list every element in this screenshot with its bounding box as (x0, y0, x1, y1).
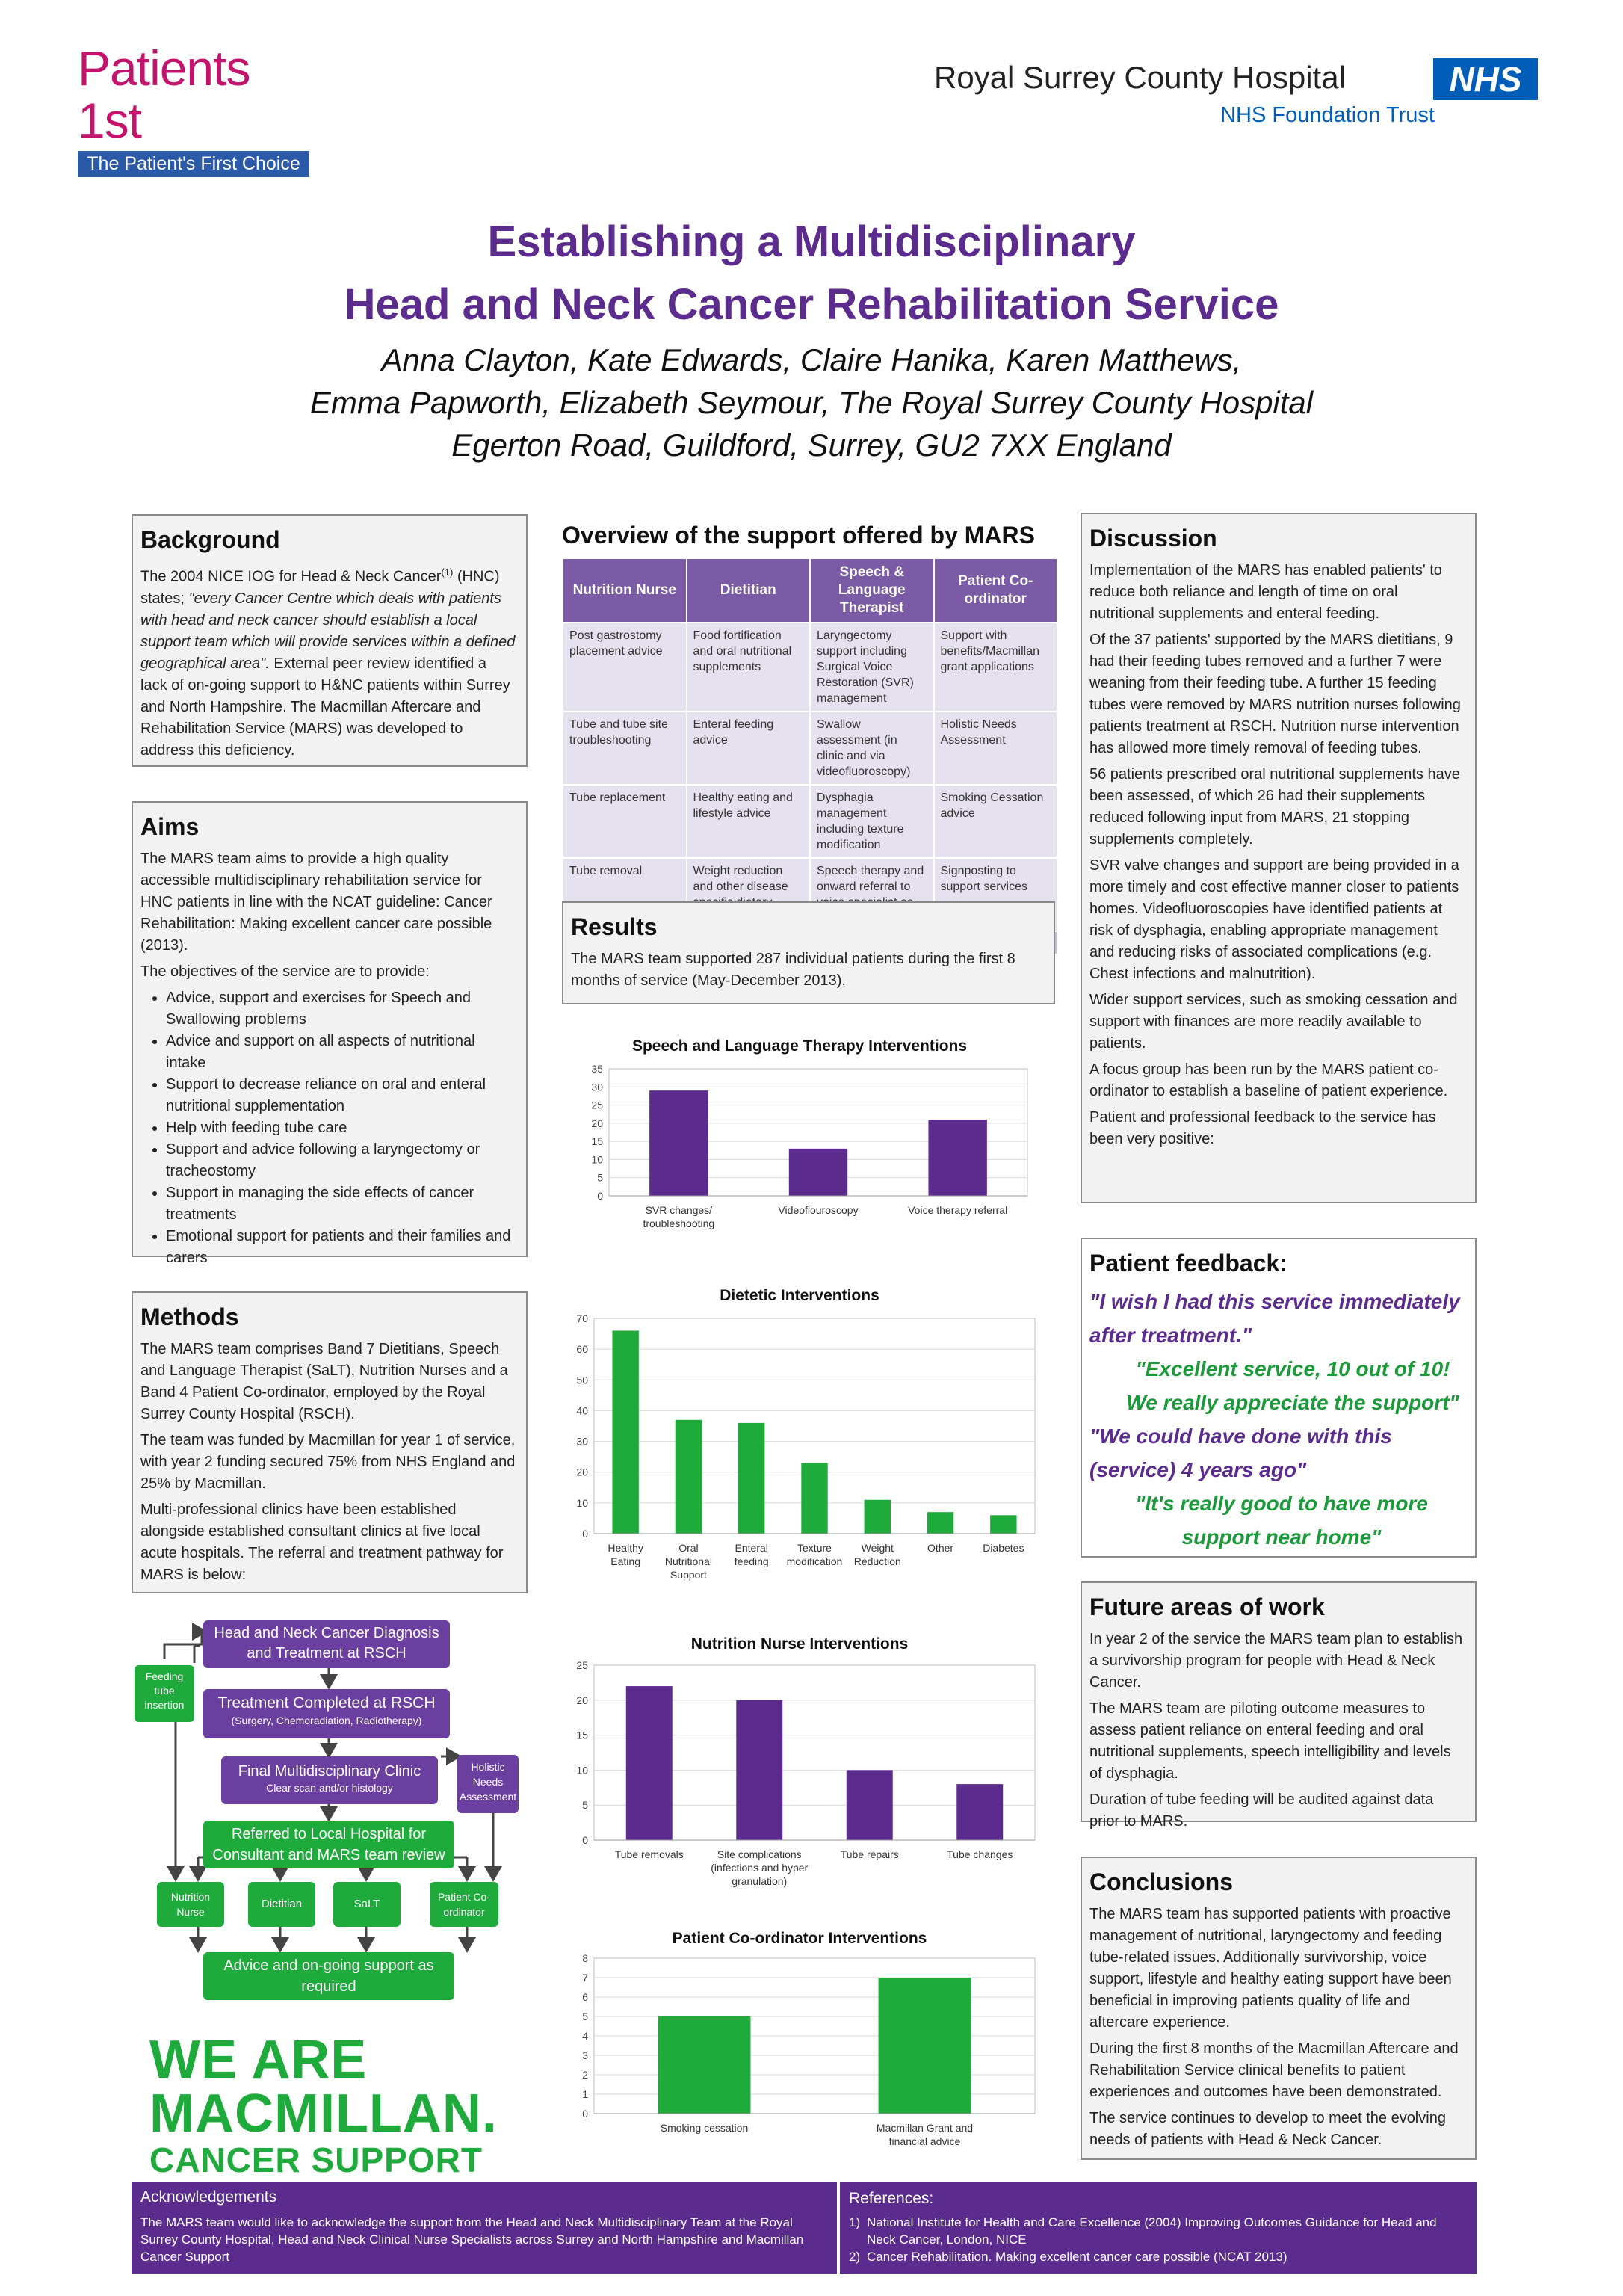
authors-line2: Emma Papworth, Elizabeth Seymour, The Royal Surrey County Hospital (309, 385, 1314, 420)
poster-title-line2: Head and Neck Cancer Rehabilitation Service (344, 280, 1279, 329)
chart-bar (928, 1120, 986, 1196)
aims-objective: • Help with feeding tube care (166, 1117, 517, 1139)
methods-section (132, 1292, 528, 1593)
chart-category-label: Site complications (infections and hyper granulation) (711, 1848, 809, 1887)
chart-bar (612, 1330, 638, 1534)
chart-tick-label: 70 (576, 1312, 588, 1324)
chart-bar (879, 1978, 971, 2114)
discussion-paragraph: Implementation of the MARS has enabled patients' to reduce both reliance and length of time on oral nutritional supplements and enteral feeding. (1089, 562, 1442, 622)
poster-title-line1: Establishing a Multidisciplinary (487, 217, 1136, 266)
chart-tick-label: 7 (582, 1972, 588, 1984)
chart-category-label: Enteral feeding (734, 1542, 769, 1567)
patients-first-tagline: The Patient's First Choice (78, 151, 309, 177)
chart-tick-label: 10 (591, 1153, 603, 1166)
flow-dietitian: Dietitian (248, 1882, 315, 1927)
methods-heading: Methods (140, 1303, 239, 1330)
table-cell: Tube and tube site troubleshooting (563, 712, 687, 785)
table-cell: Speech therapy and onward referral to (810, 858, 934, 931)
table-cell: Swallow assessment (in clinic and via videofluoroscopy) (810, 712, 934, 785)
chart-category-label: Videoflouroscopy (778, 1204, 859, 1216)
flow-advice: Advice and on-going support as required (203, 1952, 454, 2000)
background-text-a: The 2004 NICE IOG for Head & Neck Cancer (140, 568, 442, 585)
chart-tick-label: 15 (576, 1729, 588, 1741)
chart-category-label: Macmillan Grant and financial advice (876, 2122, 974, 2147)
acknowledgements-section (132, 2182, 837, 2274)
chart-tick-label: 8 (582, 1952, 588, 1964)
background-section (132, 514, 528, 767)
table-cell: Post gastrostomy placement advice (563, 623, 687, 712)
flow-treatment-completed (203, 1689, 450, 1738)
aims-objective: • Support in managing the side effects of cancer treatments (166, 1182, 517, 1226)
aims-objectives-list (140, 987, 517, 1269)
table-cell: Tube removal (563, 858, 687, 931)
table-cell: Laryngectomy support including Surgical Voice Restoration (SVR) management (810, 623, 934, 712)
table-cell: Weight reduction and other disease (687, 858, 811, 931)
overview-col-header: Dietitian (687, 558, 811, 623)
chart-bar (927, 1512, 953, 1534)
flow-nutrition-nurse: Nutrition Nurse (157, 1882, 224, 1927)
chart-tick-label: 15 (591, 1135, 603, 1148)
discussion-paragraph: SVR valve changes and support are being provided in a more timely and cost effective manner closer to patients homes. Videofluoroscopies have identified patients at risk of dysphagia, enabling appropriate management and reducing risks of associated complications (e.g. Chest infections and malnutrition). (1089, 857, 1459, 982)
discussion-paragraph: 56 patients prescribed oral nutritional supplements have been assessed, of which 26 had their supplements reduced following input from MARS, 21 stopping supplements completely. (1089, 766, 1460, 848)
chart-tick-label: 5 (582, 1799, 588, 1812)
table-cell: Holistic Needs Assessment (934, 712, 1058, 785)
chart-tick-label: 0 (582, 1834, 588, 1846)
discussion-paragraph: Of the 37 patients' supported by the MARS dietitians, 9 had their feeding tubes removed and a further 7 were weaning from their feeding tube. A further 15 feeding tubes were removed by MARS nutrition nurses following patients treatment at RSCH. Nutrition nurse intervention has allowed more timely removal of feeding tubes. (1089, 632, 1461, 756)
background-heading: Background (140, 526, 280, 553)
patients-first-wordmark: Patients 1st (78, 40, 250, 148)
hospital-logo (934, 58, 1554, 141)
hospital-name: Royal Surrey County Hospital (934, 60, 1346, 95)
future-section (1081, 1581, 1477, 1830)
aims-heading: Aims (140, 813, 200, 840)
chart-category-label: Diabetes (983, 1542, 1024, 1554)
results-text: The MARS team supported 287 individual patients during the first 8 months of service (May-December 2013). (571, 951, 1015, 989)
flow-diagnosis: Head and Neck Cancer Diagnosis and Treatment at RSCH (203, 1620, 450, 1668)
background-ref: (1) (441, 567, 454, 578)
references-heading: References: (849, 2190, 934, 2207)
overview-table (562, 558, 1058, 955)
aims-objective: • Advice and support on all aspects of nutritional intake (166, 1031, 517, 1074)
conclusions-section (1081, 1857, 1477, 2160)
acknowledgements-text: The MARS team would like to acknowledge the support from the Head and Neck Multidisciplinary Team at the Royal Surrey County Hospital, Head and Neck Clinical Nurse Specialists across Surrey and North Hampshire and Macmillan Cancer Support (140, 2215, 804, 2264)
chart-tick-label: 0 (582, 2108, 588, 2120)
discussion-section (1081, 513, 1477, 1203)
chart-category-label: Texture modification (786, 1542, 843, 1567)
flow-salt: SaLT (333, 1882, 401, 1927)
conclusions-heading: Conclusions (1089, 1868, 1234, 1895)
background-text (140, 561, 517, 762)
trust-name: NHS Foundation Trust (1220, 103, 1435, 127)
chart-tick-label: 60 (576, 1343, 588, 1356)
aims-intro: The MARS team aims to provide a high quality accessible multidisciplinary rehabilitation service for HNC patients in line with the NCAT guideline: Cancer Rehabilitation: Making excellent cancer care possible (2013). (140, 851, 492, 954)
chart-tick-label: 1 (582, 2088, 588, 2100)
chart-category-label: Voice therapy referral (908, 1204, 1008, 1216)
feedback-section (1081, 1238, 1477, 1558)
future-paragraph: The MARS team are piloting outcome measures to assess patient reliance on enteral feeding and oral nutritional supplements, speech intelligibility and levels of dysphagia. (1089, 1700, 1451, 1782)
reference-number: 1) (849, 2215, 861, 2229)
macmillan-line2: MACMILLAN. (149, 2084, 498, 2144)
background-text-c: External peer review identified a lack of on-going support to H&NC patients within Surrey and North Hampshire. The Macmillan Aftercare and Rehabilitation Service (MARS) was developed to address this deficiency. (140, 655, 510, 759)
table-row (563, 785, 1057, 858)
aims-objective: • Advice, support and exercises for Speech and Swallowing problems (166, 987, 517, 1031)
chart-category-label: Oral Nutritional Support (664, 1542, 712, 1581)
chart-tick-label: 4 (582, 2030, 588, 2042)
chart-tick-label: 30 (591, 1081, 603, 1093)
reference-item (849, 2214, 1468, 2248)
chart-tick-label: 50 (576, 1374, 588, 1386)
chart-tick-label: 10 (576, 1764, 588, 1777)
chart-bar (847, 1770, 893, 1840)
background-text-b: (HNC) states; (140, 568, 500, 607)
overview-col-header: Patient Co-ordinator (934, 558, 1058, 623)
future-heading: Future areas of work (1089, 1593, 1325, 1620)
macmillan-line1: WE ARE (149, 2030, 368, 2090)
chart-bar (801, 1463, 827, 1534)
chart-category-label: Smoking cessation (660, 2122, 749, 2134)
table-cell: Healthy eating and lifestyle advice (687, 785, 811, 858)
chart-tick-label: 25 (591, 1099, 603, 1111)
chart-category-label: Tube removals (614, 1848, 684, 1860)
feedback-heading: Patient feedback: (1089, 1250, 1287, 1277)
macmillan-logo (149, 2030, 523, 2182)
flow-treatment-label: Treatment Completed at RSCH (217, 1694, 436, 1712)
chart-bar (865, 1500, 891, 1534)
references-section (840, 2182, 1477, 2274)
chart-tick-label: 20 (576, 1466, 588, 1478)
chart-category-label: Weight Reduction (853, 1542, 901, 1567)
chart-bar (736, 1700, 782, 1840)
table-row (563, 623, 1057, 712)
results-section (562, 901, 1055, 1004)
chart-category-label: Tube repairs (840, 1848, 899, 1860)
chart-tick-label: 20 (576, 1694, 588, 1706)
feedback-quote-3: "We could have done with this (service) 4 years ago" (1089, 1425, 1392, 1481)
table-cell: Dysphagia management including texture modification (810, 785, 934, 858)
chart-tick-label: 5 (582, 2010, 588, 2022)
aims-objective: • Emotional support for patients and their families and carers (166, 1226, 517, 1269)
chart-tick-label: 2 (582, 2069, 588, 2081)
conclusions-paragraph: The MARS team has supported patients with proactive management of nutritional, laryngectomy and feeding tube-related issues. Additionally survivorship, voice support, lifestyle and healthy eating support have been beneficial in improving patients quality of life and aftercare experience. (1089, 1906, 1452, 2031)
overview-heading: Overview of the support offered by MARS (562, 522, 1035, 549)
conclusions-paragraph: The service continues to develop to meet the evolving needs of patients with Head & Neck Cancer. (1089, 2110, 1446, 2148)
chart-dietetic (557, 1280, 1042, 1593)
table-cell: Smoking Cessation advice (934, 785, 1058, 858)
chart-bar (789, 1149, 847, 1196)
table-cell: Support with benefits/Macmillan grant applications (934, 623, 1058, 712)
discussion-heading: Discussion (1089, 525, 1217, 552)
table-cell: Enteral feeding advice (687, 712, 811, 785)
chart-speech-language (557, 1030, 1042, 1254)
patients-first-logo (78, 40, 317, 174)
results-heading: Results (571, 913, 658, 940)
chart-svg (557, 1922, 1042, 2147)
flow-final-clinic (221, 1756, 438, 1804)
conclusions-paragraph: During the first 8 months of the Macmillan Aftercare and Rehabilitation Service clinical benefits to patient experiences and outcomes have been demonstrated. (1089, 2040, 1459, 2100)
feedback-quote-4: "It's really good to have more support near home" (1135, 1492, 1428, 1549)
future-paragraph: Duration of tube feeding will be audited against data prior to MARS. (1089, 1792, 1434, 1830)
chart-category-label: Other (927, 1542, 954, 1554)
chart-title: Patient Co-ordinator Interventions (672, 1930, 927, 1947)
flow-holistic-needs: Holistic Needs Assessment (457, 1755, 519, 1813)
table-cell: Food fortification and oral nutritional supplements (687, 623, 811, 712)
aims-objective: • Support and advice following a laryngectomy or tracheostomy (166, 1139, 517, 1182)
authors-line3: Egerton Road, Guildford, Surrey, GU2 7XX England (451, 428, 1172, 463)
table-cell: Tube replacement (563, 785, 687, 858)
chart-tick-label: 10 (576, 1496, 588, 1509)
methods-p1: The MARS team comprises Band 7 Dietitians, Speech and Language Therapist (SaLT), Nutrition Nurses and a Band 4 Patient Co-ordinator, employed by the Royal Surrey County Hospital (RSCH). (140, 1341, 508, 1422)
reference-text: Cancer Rehabilitation. Making excellent cancer care possible (NCAT 2013) (867, 2250, 1287, 2264)
chart-tick-label: 20 (591, 1117, 603, 1129)
aims-objectives-intro: The objectives of the service are to provide: (140, 963, 430, 980)
aims-section (132, 801, 528, 1266)
chart-tick-label: 35 (591, 1063, 603, 1075)
chart-tick-label: 30 (576, 1435, 588, 1448)
chart-bar (649, 1090, 708, 1196)
overview-col-header: Nutrition Nurse (563, 558, 687, 623)
chart-nutrition-nurse (557, 1628, 1042, 1897)
chart-bar (990, 1515, 1016, 1534)
overview-col-header: Speech & Language Therapist (810, 558, 934, 623)
chart-title: Speech and Language Therapy Interventions (631, 1037, 968, 1055)
chart-bar (956, 1784, 1003, 1840)
chart-bar (676, 1420, 702, 1534)
flow-final-clinic-sub: Clear scan and/or histology (266, 1782, 393, 1794)
discussion-paragraph: Patient and professional feedback to the service has been very positive: (1089, 1109, 1436, 1147)
methods-p2: The team was funded by Macmillan for year 1 of service, with year 2 funding secured 75% from NHS England and 25% by Macmillan. (140, 1432, 516, 1492)
chart-tick-label: 6 (582, 1991, 588, 2003)
aims-objective: • Support to decrease reliance on oral and enteral nutritional supplementation (166, 1074, 517, 1117)
flow-patient-coordinator: Patient Co-ordinator (430, 1882, 498, 1927)
chart-patient-coordinator (557, 1922, 1042, 2147)
chart-tick-label: 40 (576, 1404, 588, 1417)
feedback-quote-1: "I wish I had this service immediately after treatment." (1089, 1290, 1460, 1347)
flow-final-clinic-label: Final Multidisciplinary Clinic (238, 1763, 421, 1780)
methods-p3: Multi-professional clinics have been established alongside established consultant clinics at five local acute hospitals. The referral and treatment pathway for MARS is below: (140, 1502, 504, 1583)
chart-category-label: SVR changes/ troubleshooting (643, 1204, 715, 1229)
chart-bar (626, 1686, 673, 1840)
flow-referred-local: Referred to Local Hospital for Consultant and MARS team review (203, 1821, 454, 1868)
macmillan-line3: CANCER SUPPORT (149, 2141, 483, 2179)
feedback-quote-2: "Excellent service, 10 out of 10! We really appreciate the support" (1126, 1357, 1459, 1414)
chart-category-label: Tube changes (947, 1848, 1013, 1860)
chart-tick-label: 0 (597, 1190, 603, 1202)
chart-title: Dietetic Interventions (720, 1287, 879, 1304)
table-cell: Signposting to support services (934, 858, 1058, 931)
authors-line1: Anna Clayton, Kate Edwards, Claire Hanika, Karen Matthews, (381, 342, 1242, 377)
acknowledgements-heading: Acknowledgements (140, 2188, 277, 2206)
table-row (563, 712, 1057, 785)
chart-category-label: Healthy Eating (608, 1542, 643, 1567)
chart-tick-label: 0 (582, 1528, 588, 1540)
chart-title: Nutrition Nurse Interventions (690, 1635, 909, 1652)
chart-bar (738, 1423, 764, 1534)
nhs-logo: NHS (1433, 58, 1538, 100)
chart-tick-label: 3 (582, 2049, 588, 2061)
chart-tick-label: 5 (597, 1171, 603, 1184)
overview-table-wrap (562, 558, 1058, 955)
reference-number: 2) (849, 2250, 861, 2264)
reference-item (849, 2248, 1468, 2265)
discussion-paragraph: A focus group has been run by the MARS patient co-ordinator to establish a baseline of patient experience. (1089, 1061, 1448, 1099)
chart-tick-label: 25 (576, 1659, 588, 1671)
discussion-paragraph: Wider support services, such as smoking cessation and support with finances are more readily available to patients. (1089, 992, 1458, 1052)
background-quote: "every Cancer Centre which deals with patients with head and neck cancer should establish a local support team which will provide services within a defined geographical area". (140, 590, 516, 672)
flow-treatment-sub: (Surgery, Chemoradiation, Radiotherapy) (231, 1715, 422, 1726)
reference-text: National Institute for Health and Care Excellence (2004) Improving Outcomes Guidance for Head and Neck Cancer, London, NICE (867, 2215, 1437, 2247)
flow-feeding-tube: Feeding tube insertion (135, 1665, 194, 1722)
chart-bar (658, 2016, 751, 2114)
future-paragraph: In year 2 of the service the MARS team plan to establish a survivorship program for people with Head & Neck Cancer. (1089, 1631, 1463, 1691)
overview-header-row (563, 558, 1057, 623)
